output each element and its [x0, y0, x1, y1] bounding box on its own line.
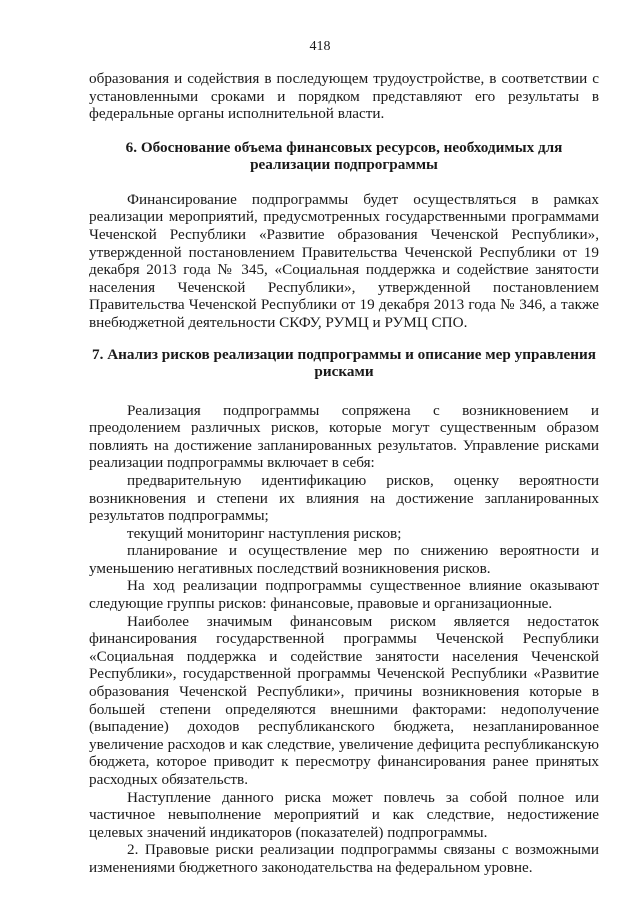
section-6-heading: 6. Обоснование объема финансовых ресурсов, необходимых для реализации подпрограммы — [125, 138, 563, 173]
section-7-paragraph: На ход реализации подпрограммы существенное влияние оказывают следующие группы рисков: финансовые, правовые и организационные. — [89, 577, 599, 613]
section-7-heading: 7. Анализ рисков реализации подпрограммы и описание мер управления рисками — [92, 345, 596, 380]
section-7-paragraph: 2. Правовые риски реализации подпрограммы связаны с возможными изменениями бюджетного законодательства на федеральном уровне. — [89, 841, 599, 876]
page-number: 418 — [309, 39, 331, 54]
section-7-paragraph: предварительную идентификацию рисков, оценку вероятности возникновения и степени их влияния на достижение запланированных результатов подпрограммы; — [89, 471, 599, 525]
section-7-paragraph: планирование и осуществление мер по снижению вероятности и уменьшению негативных последствий возникновения рисков. — [89, 542, 599, 577]
section-7-paragraph: Наиболее значимым финансовым риском является недостаток финансирования государственной программы Чеченской Республики «Социальная поддержка и содействие занятости населения Чеченской Республики», государственной программы Чеченской Республики «Развитие образования Чеченской Республики», причины возникновения которые в большей степени определяются внешними факторами: недополучение (выпадение) доходов республиканского бюджета, незапланированное увеличение расходов и как следствие, увеличение дефицита республиканскую бюджета, которое приводит к пересмотру финансирования ранее принятых расходных обязательств. — [89, 612, 599, 788]
section-7-paragraph: текущий мониторинг наступления рисков; — [127, 524, 402, 542]
section-7-paragraph: Реализация подпрограммы сопряжена с возникновением и преодолением различных рисков, которые могут существенным образом повлиять на достижение запланированных результатов. Управление рисками реализации подпрограммы включает в себя: — [89, 401, 599, 472]
page-content — [89, 70, 599, 877]
intro-paragraph: образования и содействия в последующем трудоустройстве, в соответствии с установленными сроками и порядком представляют его результаты в федеральные органы исполнительной власти. — [89, 70, 599, 123]
section-6-paragraph: Финансирование подпрограммы будет осуществляться в рамках реализации мероприятий, предусмотренных государственными программами Чеченской Республики «Развитие образования Чеченской Республики», утвержденной постановлением Правительства Чеченской Республики от 19 декабря 2013 года № 345, «Социальная поддержка и содействие занятости населения Чеченской Республики», утвержденной постановлением Правительства Чеченской Республики от 19 декабря 2013 года № 346, а также внебюджетной деятельности СКФУ, РУМЦ и РУМЦ СПО. — [89, 190, 599, 331]
section-7-paragraph: Наступление данного риска может повлечь за собой полное или частичное невыполнение мероприятий и как следствие, недостижение целевых значений индикаторов (показателей) подпрограммы. — [89, 788, 599, 841]
